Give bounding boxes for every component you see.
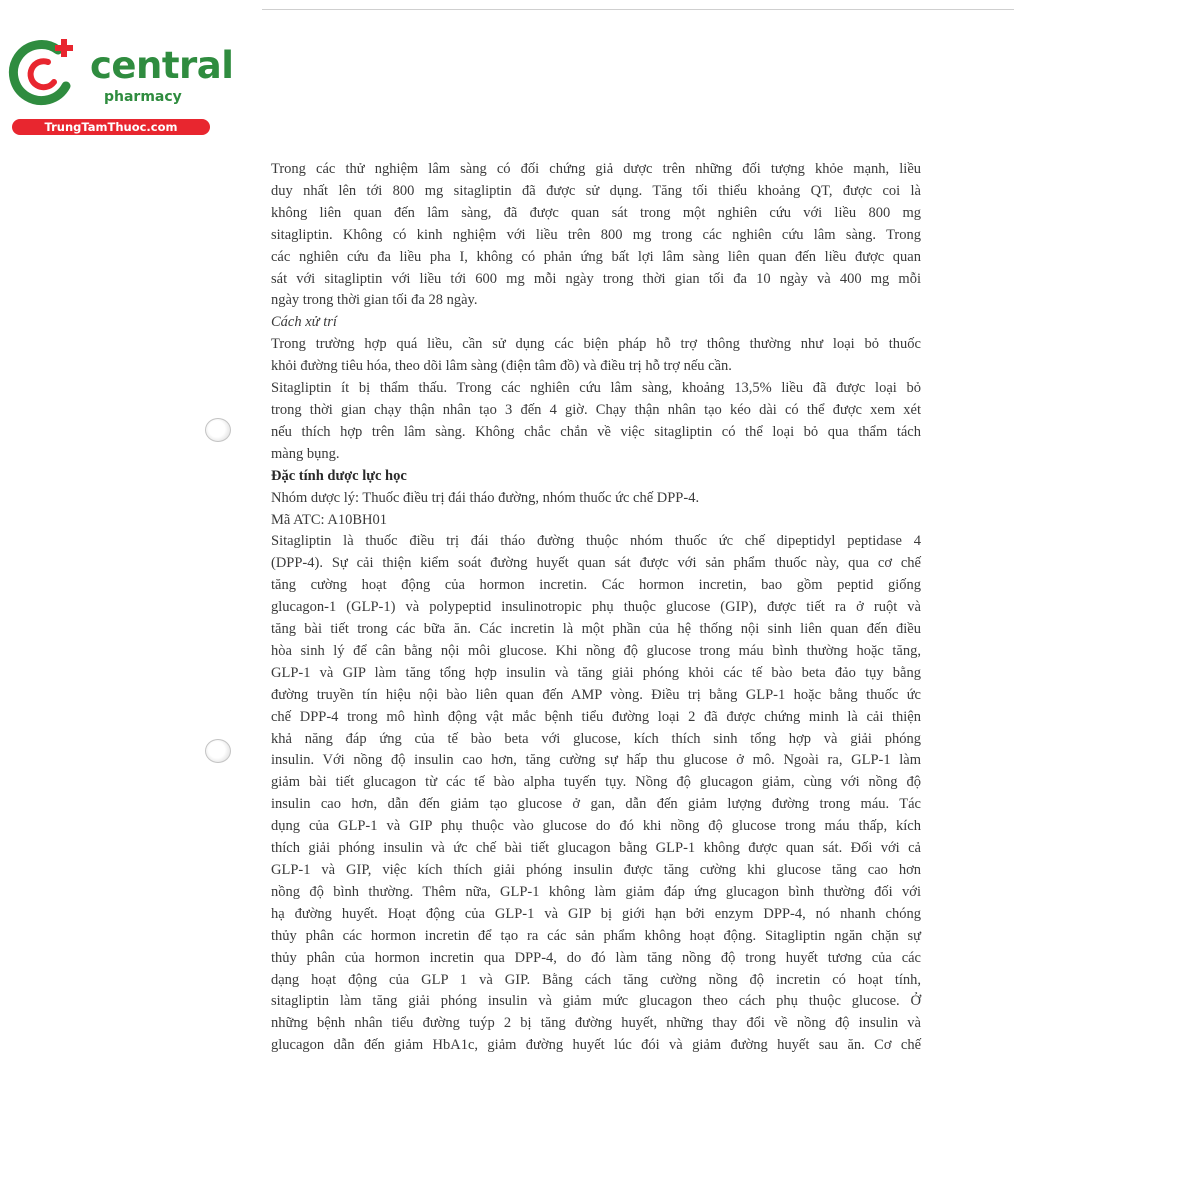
brand-name: central xyxy=(90,44,234,87)
text-line: thủy phân các hormon incretin để tạo ra các sản phẩm không hoạt động. Sitagliptin ngăn chặn sự xyxy=(271,927,921,944)
paragraph-treatment xyxy=(271,334,921,378)
text-line: giảm bài tiết glucagon từ các tế bào alpha tuyến tụy. Nồng độ glucagon giảm, cùng với nồng độ xyxy=(271,774,921,791)
top-rule xyxy=(262,9,1014,10)
text-line: duy nhất lên tới 800 mg sitagliptin đã được sử dụng. Tăng tối thiểu khoảng QT, được coi là xyxy=(271,182,921,199)
text-line: (DPP-4). Sự cải thiện kiểm soát đường huyết quan sát được với sản phẩm thuốc này, qua cơ chế xyxy=(271,555,921,572)
text-line: GLP-1 và GIP, việc kích thích giải phóng insulin được tăng cường khi glucose tăng cao hơn xyxy=(271,862,921,878)
pharmacological-group: Nhóm dược lý: Thuốc điều trị đái tháo đường, nhóm thuốc ức chế DPP-4. xyxy=(271,489,700,506)
brand-logo[interactable] xyxy=(8,36,234,140)
text-line: insulin cao hơn, dẫn đến giảm tạo glucose ở gan, dẫn đến giảm lượng đường trong máu. Tác xyxy=(271,796,921,813)
text-line: dụng của GLP-1 và GIP phụ thuộc vào glucose do đó khi nồng độ glucose trong máu thấp, kích xyxy=(271,818,921,835)
text-line: sitagliptin. Không có kinh nghiệm với liều trên 800 mg trong các nghiên cứu lâm sàng. Trong xyxy=(271,226,921,243)
text-line: glucagon-1 (GLP-1) và polypeptid insulinotropic phụ thuộc glucose (GIP), được tiết ra ở ruột và xyxy=(271,599,921,616)
text-line: tăng bài tiết trong các bữa ăn. Các incretin là một phần của hệ thống nội sinh liên quan đến điều xyxy=(271,621,921,638)
paragraph-dialysis xyxy=(271,378,921,466)
document-body xyxy=(271,159,921,1057)
heading-treatment: Cách xử trí xyxy=(271,314,337,331)
text-line: ngày trong thời gian tối đa 28 ngày. xyxy=(271,292,478,309)
brand-website: TrungTamThuoc.com xyxy=(12,119,210,135)
text-line: glucagon dẫn đến giảm HbA1c, giảm đường huyết lúc đói và giảm đường huyết sau ăn. Cơ chế xyxy=(271,1037,921,1054)
text-line: hạ đường huyết. Hoạt động của GLP-1 và GIP bị giới hạn bởi enzym DPP-4, nó nhanh chóng xyxy=(271,905,921,922)
paragraph-mechanism xyxy=(271,531,921,1057)
punch-hole-top xyxy=(205,418,231,442)
text-line: chế DPP-4 trong mô hình động vật mắc bệnh tiểu đường loại 2 đã được chứng minh là cải thiện xyxy=(271,708,921,725)
brand-subtitle: pharmacy xyxy=(104,89,182,105)
text-line: Trong trường hợp quá liều, cần sử dụng các biện pháp hỗ trợ thông thường như loại bỏ thuốc xyxy=(271,336,921,353)
paragraph-overdose-trials xyxy=(271,159,921,312)
text-line: trong thời gian chạy thận nhân tạo 3 đến 4 giờ. Chạy thận nhân tạo kéo dài có thể được xem xét xyxy=(271,401,921,418)
pharmacy-cross-logo-icon xyxy=(8,36,80,108)
punch-hole-bottom xyxy=(205,739,231,763)
text-line: insulin. Với nồng độ insulin cao hơn, tăng cường sự hấp thu glucose ở mô. Ngoài ra, GLP-1 làm xyxy=(271,752,921,769)
text-line: đường truyền tín hiệu nội bào liên quan đến AMP vòng. Điều trị bằng GLP-1 hoặc bằng thuốc ức xyxy=(271,686,921,703)
text-line: hòa sinh lý để cân bằng nội môi glucose. Khi nồng độ glucose trong máu bình thường hoặc tăng, xyxy=(271,642,921,659)
text-line: không liên quan đến lâm sàng, đã được quan sát trong một nghiên cứu với liều 800 mg xyxy=(271,204,921,221)
text-line: thủy phân của hormon incretin qua DPP-4, do đó làm tăng nồng độ trong huyết tương của các xyxy=(271,949,921,966)
text-line: Trong các thử nghiệm lâm sàng có đối chứng giả dược trên những đối tượng khỏe mạnh, liều xyxy=(271,161,921,177)
text-line: Sitagliptin ít bị thẩm thấu. Trong các nghiên cứu lâm sàng, khoảng 13,5% liều đã được loại bỏ xyxy=(271,380,921,397)
text-line: nồng độ bình thường. Thêm nữa, GLP-1 không làm giảm đáp ứng glucagon bình thường đối với xyxy=(271,883,921,900)
text-line: GLP-1 và GIP làm tăng tổng hợp insulin và tăng giải phóng khỏi các tế bào beta đảo tụy bằng xyxy=(271,664,921,681)
text-line: dạng hoạt động của GLP 1 và GIP. Bằng cách tăng cường nồng độ incretin có hoạt tính, xyxy=(271,971,921,988)
text-line: Sitagliptin là thuốc điều trị đái tháo đường thuộc nhóm thuốc ức chế dipeptidyl peptidase 4 xyxy=(271,533,921,550)
text-line: các nghiên cứu đa liều pha I, không có phản ứng bất lợi lâm sàng liên quan đến liều được quan xyxy=(271,248,921,265)
text-line: những bệnh nhân tiểu đường tuýp 2 bị tăng đường huyết, những thay đổi về nồng độ insulin và xyxy=(271,1015,921,1032)
text-line: khỏi đường tiêu hóa, theo dõi lâm sàng (điện tâm đồ) và điều trị hỗ trợ nếu cần. xyxy=(271,358,732,375)
text-line: sitagliptin làm tăng giải phóng insulin và giảm mức glucagon theo cách phụ thuộc glucose. Ở xyxy=(271,993,921,1010)
text-line: khả năng đáp ứng của tế bào beta với glucose, kích thích sinh tổng hợp và giải phóng xyxy=(271,730,921,747)
text-line: nếu thích hợp trên lâm sàng. Không chắc chắn về việc sitagliptin có thể loại bỏ qua thẩm tách xyxy=(271,423,921,440)
text-line: tăng cường hoạt động của hormon incretin. Các hormon incretin, bao gồm peptid giống xyxy=(271,577,921,594)
text-line: sát với sitagliptin với liều tới 600 mg mỗi ngày trong thời gian tối đa 10 ngày và 400 mg mỗi xyxy=(271,270,921,287)
atc-code: Mã ATC: A10BH01 xyxy=(271,511,388,528)
text-line: thích giải phóng insulin và ức chế bài tiết glucagon bằng GLP-1 không được quan sát. Đối với cả xyxy=(271,840,921,857)
text-line: màng bụng. xyxy=(271,445,340,462)
heading-pharmacodynamics: Đặc tính dược lực học xyxy=(271,467,407,484)
